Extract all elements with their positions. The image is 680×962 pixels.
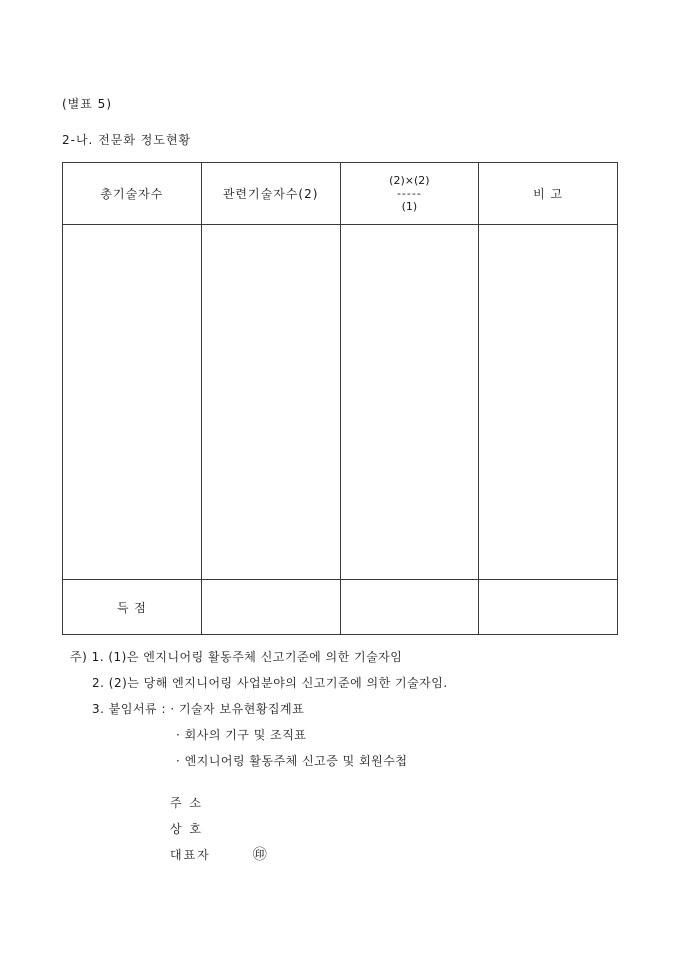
signature-block xyxy=(170,790,267,868)
attachment-item-3: · 엔지니어링 활동주체 신고증 및 회원수첩 xyxy=(176,754,408,768)
ratio-fraction xyxy=(389,174,429,213)
fraction-numerator: (2)×(2) xyxy=(389,174,430,187)
footer-cell-2 xyxy=(201,580,340,635)
cell-related-engineers xyxy=(201,225,340,580)
header-remarks: 비 고 xyxy=(479,163,618,225)
representative-line xyxy=(170,842,267,868)
table-header-row xyxy=(63,163,618,225)
fraction-denominator: (1) xyxy=(401,200,418,213)
table-body-row xyxy=(63,225,618,580)
cell-ratio xyxy=(340,225,479,580)
header-total-engineers: 총기술자수 xyxy=(63,163,202,225)
cell-total-engineers xyxy=(63,225,202,580)
page-title: 2-나. 전문화 정도현황 xyxy=(62,133,192,147)
note-line-2: 2. (2)는 당해 엔지니어링 사업분야의 신고기준에 의한 기술자임. xyxy=(92,676,448,690)
representative-label: 대표자 xyxy=(170,848,211,862)
specialization-status-table xyxy=(62,162,618,635)
fraction-bar: ----- xyxy=(396,187,422,200)
note-line-3 xyxy=(92,696,448,722)
footer-cell-3 xyxy=(340,580,479,635)
annex-label: (별표 5) xyxy=(62,97,112,111)
trade-name-label: 상 호 xyxy=(170,822,203,836)
header-ratio-formula xyxy=(340,163,479,225)
attachment-item-2: · 회사의 기구 및 조직표 xyxy=(176,728,307,742)
address-label: 주 소 xyxy=(170,796,203,810)
footer-score-label: 득 점 xyxy=(63,580,202,635)
note-3-prefix: 3. 붙임서류 : xyxy=(92,702,166,716)
footer-cell-4 xyxy=(479,580,618,635)
seal-mark-icon: ㊞ xyxy=(252,847,267,863)
cell-remarks xyxy=(479,225,618,580)
header-related-engineers: 관련기술자수(2) xyxy=(201,163,340,225)
note-line-1: 주) 1. (1)은 엔지니어링 활동주체 신고기준에 의한 기술자임 xyxy=(70,650,403,664)
attachment-item-1: · 기술자 보유현황집계표 xyxy=(170,702,305,716)
notes-section xyxy=(70,644,448,774)
table-footer-row xyxy=(63,580,618,635)
